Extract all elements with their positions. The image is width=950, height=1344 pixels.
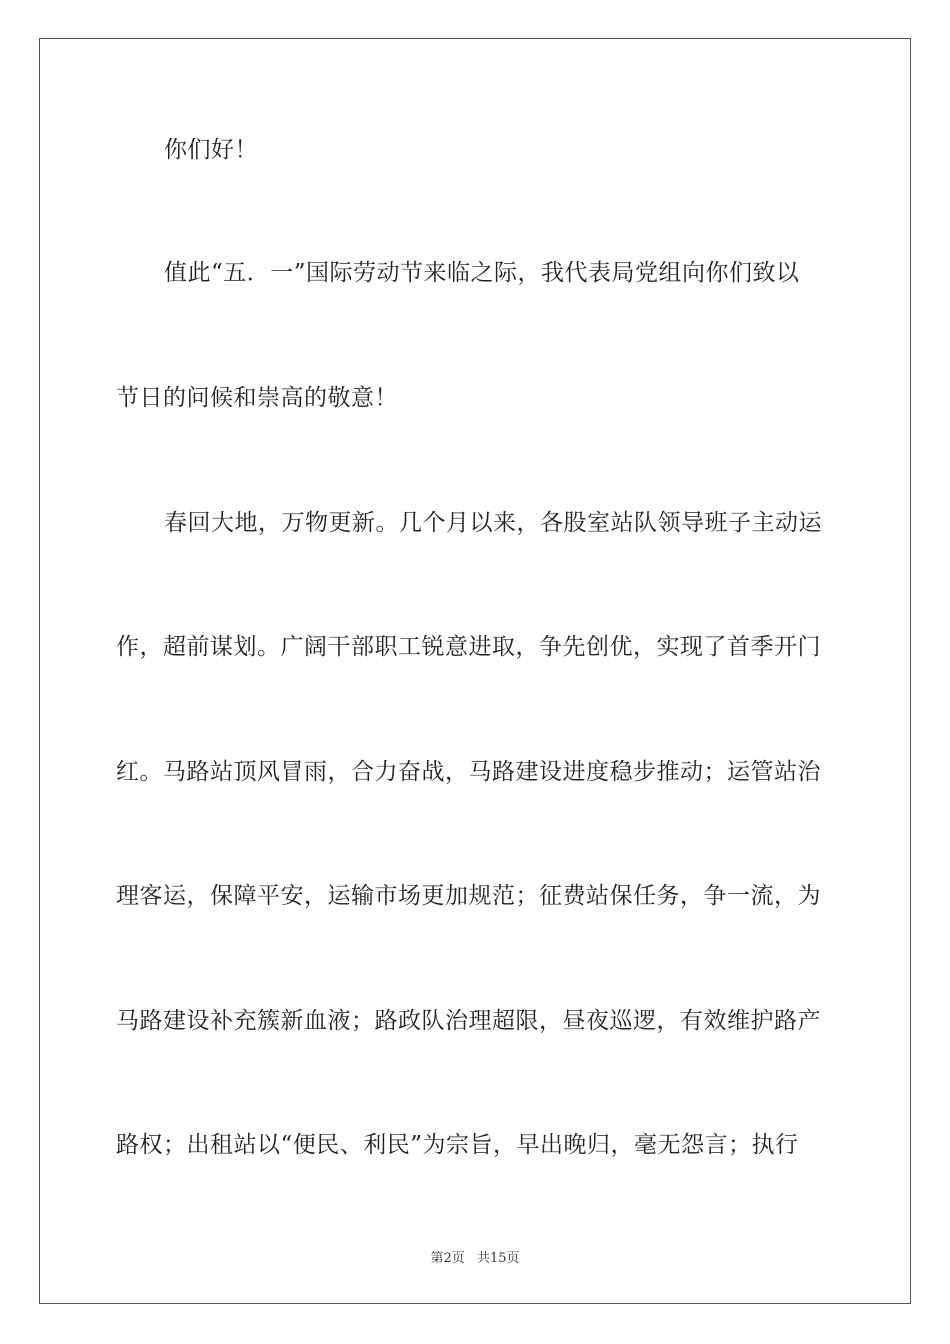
text-line: 路权；出租站以“便民、利民”为宗旨，早出晚归，毫无怨言；执行 bbox=[116, 1132, 799, 1158]
text-line: 值此“五．一”国际劳动节来临之际，我代表局党组向你们致以 bbox=[164, 260, 800, 286]
page-number: 第2页 bbox=[430, 1251, 465, 1266]
text-line: 理客运，保障平安，运输市场更加规范；征费站保任务，争一流，为 bbox=[116, 883, 821, 909]
text-line: 作，超前谋划。广阔干部职工锐意进取，争先创优，实现了首季开门 bbox=[116, 634, 821, 660]
page-footer bbox=[0, 1247, 950, 1266]
text-line: 马路建设补充簇新血液；路政队治理超限，昼夜巡逻，有效维护路产 bbox=[116, 1008, 821, 1034]
page-frame bbox=[39, 38, 911, 1304]
text-line: 春回大地，万物更新。几个月以来，各股室站队领导班子主动运 bbox=[164, 510, 822, 536]
text-line: 你们好！ bbox=[164, 137, 258, 163]
text-line: 红。马路站顶风冒雨，合力奋战，马路建设进度稳步推动；运管站治 bbox=[116, 759, 821, 785]
page-total: 共15页 bbox=[476, 1251, 520, 1266]
text-line: 节日的问候和崇高的敬意！ bbox=[116, 385, 398, 411]
